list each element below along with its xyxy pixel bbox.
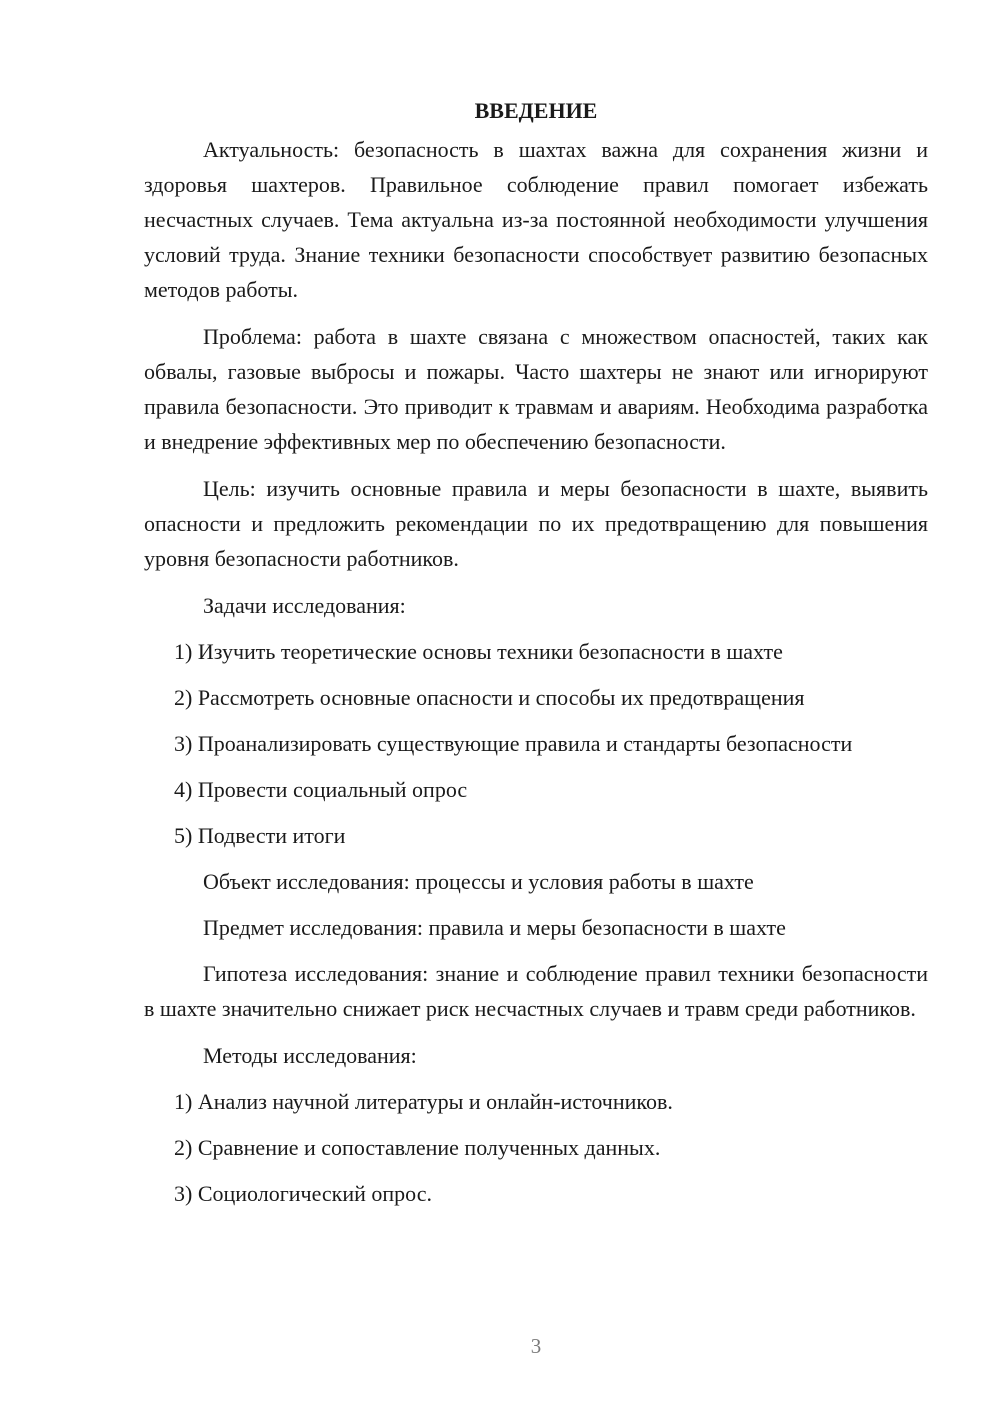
hypothesis-paragraph: Гипотеза исследования: знание и соблюдение правил техники безопасности в шахте значительно снижает риск несчастных случаев и травм среди работников.	[144, 961, 928, 1021]
page-title: ВВЕДЕНИЕ	[474, 98, 598, 123]
methods-heading: Методы исследования:	[203, 1043, 417, 1068]
task-item-3: 3) Проанализировать существующие правила и стандарты безопасности	[174, 731, 853, 756]
method-item-1: 1) Анализ научной литературы и онлайн-источников.	[174, 1089, 673, 1114]
method-item-3: 3) Социологический опрос.	[174, 1181, 432, 1206]
tasks-heading: Задачи исследования:	[203, 593, 406, 618]
method-item-2: 2) Сравнение и сопоставление полученных данных.	[174, 1135, 661, 1160]
task-item-4: 4) Провести социальный опрос	[174, 777, 468, 802]
subject-line: Предмет исследования: правила и меры безопасности в шахте	[203, 915, 786, 940]
task-item-5: 5) Подвести итоги	[174, 823, 346, 848]
object-line: Объект исследования: процессы и условия работы в шахте	[203, 869, 754, 894]
task-item-1: 1) Изучить теоретические основы техники безопасности в шахте	[174, 639, 783, 664]
problem-paragraph: Проблема: работа в шахте связана с множеством опасностей, таких как обвалы, газовые выбросы и пожары. Часто шахтеры не знают или игнорируют правила безопасности. Это приводит к травмам и авариям. Необходима разработка и внедрение эффективных мер по обеспечению безопасности.	[144, 324, 928, 454]
relevance-paragraph: Актуальность: безопасность в шахтах важна для сохранения жизни и здоровья шахтеров. Правильное соблюдение правил помогает избежать несчастных случаев. Тема актуальна из-за постоянной необходимости улучшения условий труда. Знание техники безопасности способствует развитию безопасных методов работы.	[144, 137, 928, 302]
page-number: 3	[530, 1334, 542, 1358]
task-item-2: 2) Рассмотреть основные опасности и способы их предотвращения	[174, 685, 805, 710]
goal-paragraph: Цель: изучить основные правила и меры безопасности в шахте, выявить опасности и предложить рекомендации по их предотвращению для повышения уровня безопасности работников.	[144, 476, 928, 571]
document-page	[144, 96, 928, 1222]
